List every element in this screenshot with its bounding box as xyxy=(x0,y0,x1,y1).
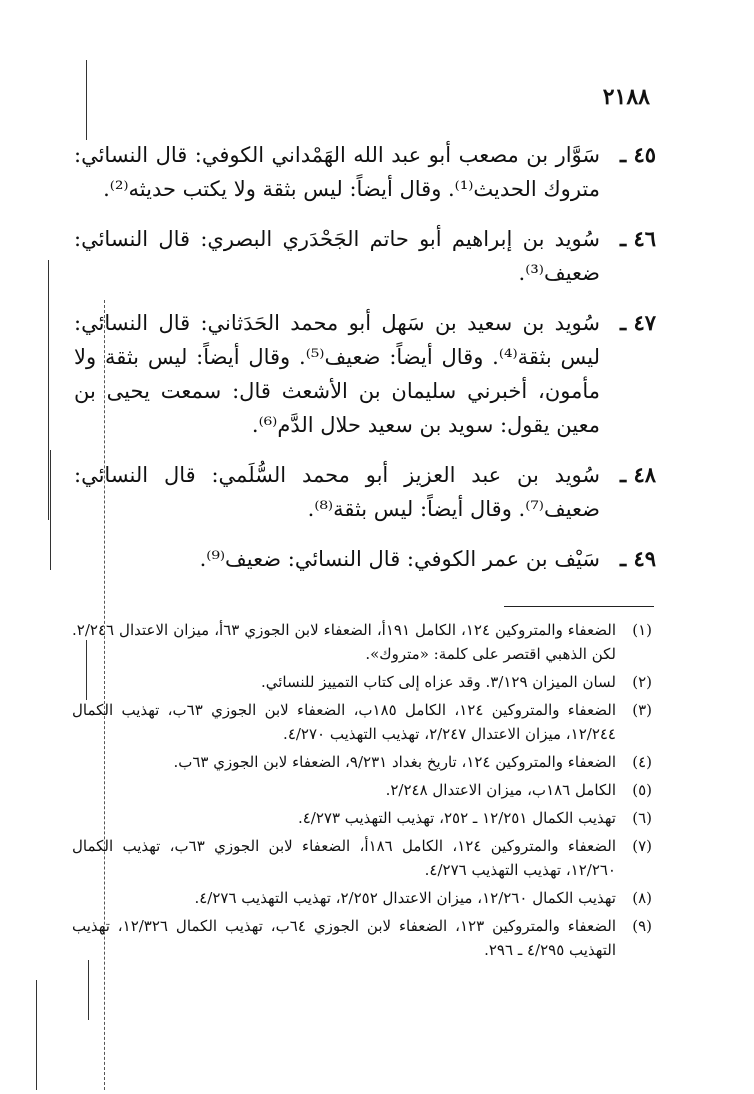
footnote-text: الضعفاء والمتروكين ١٢٤، الكامل ١٨٥ب، الضعفاء لابن الجوزي ٦٣ب، تهذيب الكمال ١٢/٢٤٤، ميزان الاعتدال ٢/٢٤٧، تهذيب التهذيب ٤/٢٧٠. xyxy=(72,701,617,743)
page-number: ٢١٨٨ xyxy=(602,84,650,110)
entry-text: سَيْف بن عمر الكوفي: قال النسائي: ضعيف⁽⁹⁾. xyxy=(199,547,600,571)
footnote-2 xyxy=(72,670,652,694)
footnote-1 xyxy=(72,618,652,666)
entry-number: ٤٥ ـ xyxy=(619,142,656,167)
footnote-number: (٩) xyxy=(632,917,652,935)
footnote-number: (١) xyxy=(632,621,652,639)
scan-margin-line xyxy=(88,960,89,1020)
scan-margin-line xyxy=(86,60,87,140)
footnote-text: الضعفاء والمتروكين ١٢٣، الضعفاء لابن الجوزي ٦٤ب، تهذيب الكمال ١٢/٣٢٦، تهذيب التهذيب ٤/٢٩٥ ـ ٢٩٦. xyxy=(72,917,616,959)
footnote-text: الضعفاء والمتروكين ١٢٤، الكامل ١٨٦أ، الضعفاء لابن الجوزي ٦٣ب، تهذيب الكمال ١٢/٢٦٠، تهذيب التهذيب ٤/٢٧٦. xyxy=(72,837,617,879)
footnote-number: (٥) xyxy=(632,781,652,799)
entry-number: ٤٩ ـ xyxy=(619,546,656,571)
entry-number: ٤٦ ـ xyxy=(619,226,656,251)
scan-margin-line xyxy=(86,640,87,700)
footnote-text: تهذيب الكمال ١٢/٢٦٠، ميزان الاعتدال ٢/٢٥٢، تهذيب التهذيب ٤/٢٧٦. xyxy=(194,889,616,907)
footnote-number: (٧) xyxy=(632,837,652,855)
footnote-text: الضعفاء والمتروكين ١٢٤، الكامل ١٩١أ، الضعفاء لابن الجوزي ٦٣أ، ميزان الاعتدال ٢/٢٤٦. لكن الذهبي اقتصر على كلمة: «متروك». xyxy=(72,621,617,663)
footnote-text: الضعفاء والمتروكين ١٢٤، تاريخ بغداد ٩/٢٣١، الضعفاء لابن الجوزي ٦٣ب. xyxy=(173,753,616,771)
footnote-number: (٣) xyxy=(632,701,652,719)
narrator-entries xyxy=(74,138,656,592)
footnote-4 xyxy=(72,750,652,774)
entry-46 xyxy=(74,222,656,290)
footnote-5 xyxy=(72,778,652,802)
entry-text: سُويد بن إبراهيم أبو حاتم الجَحْدَري البصري: قال النسائي: ضعيف⁽³⁾. xyxy=(74,227,600,285)
scan-margin-line xyxy=(104,300,105,1090)
footnote-number: (٤) xyxy=(632,753,652,771)
footnotes xyxy=(72,618,652,966)
footnote-number: (٦) xyxy=(632,809,652,827)
scan-margin-line xyxy=(50,450,51,570)
footnote-text: لسان الميزان ٣/١٢٩. وقد عزاه إلى كتاب التمييز للنسائي. xyxy=(260,673,616,691)
footnote-text: تهذيب الكمال ١٢/٢٥١ ـ ٢٥٢، تهذيب التهذيب ٤/٢٧٣. xyxy=(297,809,616,827)
entry-45 xyxy=(74,138,656,206)
entry-text: سُويد بن عبد العزيز أبو محمد السُّلَمي: قال النسائي: ضعيف⁽⁷⁾. وقال أيضاً: ليس بثقة⁽⁸⁾. xyxy=(74,463,600,521)
entry-48 xyxy=(74,458,656,526)
footnote-number: (٨) xyxy=(632,889,652,907)
entry-number: ٤٨ ـ xyxy=(619,462,656,487)
footnote-divider xyxy=(504,606,654,607)
footnote-9 xyxy=(72,914,652,962)
footnote-6 xyxy=(72,806,652,830)
entry-number: ٤٧ ـ xyxy=(619,310,656,335)
scan-margin-line xyxy=(36,980,37,1090)
entry-text: سَوَّار بن مصعب أبو عبد الله الهَمْداني الكوفي: قال النسائي: متروك الحديث⁽¹⁾. وقال أيضاً: ليس بثقة ولا يكتب حديثه⁽²⁾. xyxy=(74,143,600,201)
footnote-text: الكامل ١٨٦ب، ميزان الاعتدال ٢/٢٤٨. xyxy=(385,781,616,799)
footnote-7 xyxy=(72,834,652,882)
scan-margin-line xyxy=(48,260,49,520)
entry-47 xyxy=(74,306,656,442)
entry-49 xyxy=(74,542,656,576)
footnote-number: (٢) xyxy=(632,673,652,691)
entry-text: سُويد بن سعيد بن سَهل أبو محمد الحَدَثاني: قال النسائي: ليس بثقة⁽⁴⁾. وقال أيضاً: ضعيف⁽⁵⁾. وقال أيضاً: ليس بثقة ولا مأمون، أخبرني سليمان بن الأشعث قال: سمعت يحيى بن معين يقول: سويد بن سعيد حلال الدَّم⁽⁶⁾. xyxy=(74,311,600,437)
footnote-8 xyxy=(72,886,652,910)
footnote-3 xyxy=(72,698,652,746)
